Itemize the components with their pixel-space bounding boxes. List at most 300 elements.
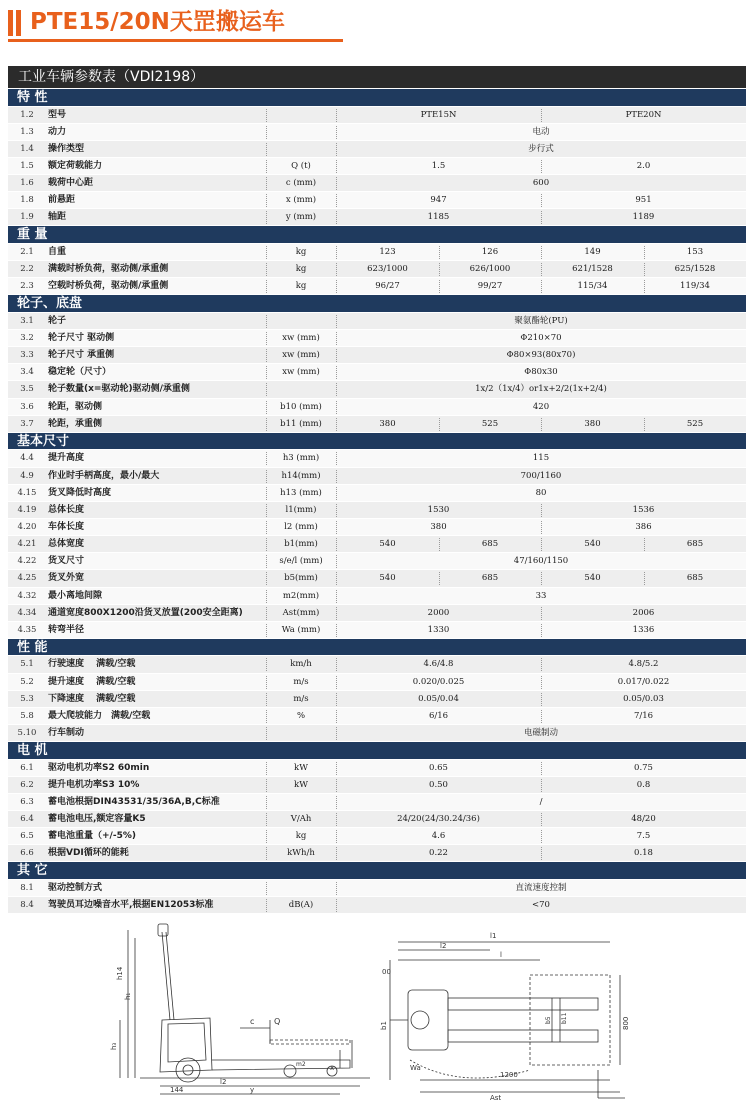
dim-top-1200: 1200 [500,1071,518,1079]
dim-m2: m2 [296,1061,306,1068]
table-row [8,381,746,398]
row-value: 149 [584,246,601,257]
cell-divider [439,246,440,259]
row-label: 载荷中心距 [48,178,94,189]
row-value: 380 [584,418,601,429]
row-label: 最大爬坡能力 满载/空载 [48,710,151,721]
row-value: 0.017/0.022 [617,676,670,687]
row-unit: kW [294,762,308,773]
table-row [8,656,746,673]
row-unit: Ast(mm) [282,607,320,618]
row-label: 货叉降低时高度 [48,487,112,498]
section-header: 特 性 [8,89,746,107]
table-row [8,416,746,433]
cell-divider [541,572,542,585]
cell-divider [266,487,267,500]
row-value: 685 [481,573,499,584]
row-value: 1536 [632,504,655,515]
row-value: 1.5 [431,160,446,171]
table-row [8,811,746,828]
table-row [8,794,746,811]
cell-divider [266,211,267,224]
row-value: 4.8/5.2 [628,659,659,670]
row-value: 1189 [632,212,655,223]
cell-divider [541,263,542,276]
dim-l2: l2 [220,1078,227,1086]
table-row [8,175,746,192]
table-row [8,141,746,158]
cell-divider [541,246,542,259]
section-header: 其 它 [8,862,746,880]
row-number: 3.4 [20,367,34,378]
row-value: 0.020/0.025 [412,676,465,687]
row-unit [266,313,336,330]
top-view-drawing [380,920,750,1100]
dim-top-00: 00 [382,968,391,976]
cell-divider [266,177,267,190]
row-value: 153 [686,246,704,257]
dim-top-l2: l2 [440,942,447,950]
cell-divider [266,349,267,362]
row-number: 6.1 [20,762,34,773]
row-label: 轮距，驱动侧 [48,401,103,412]
row-label: 根据VDI循环的能耗 [48,848,129,859]
row-value: 386 [635,521,652,532]
row-number: 2.3 [20,281,34,292]
row-unit: xw (mm) [282,367,320,378]
row-number: 1.9 [20,212,34,223]
row-number: 3.6 [20,401,34,412]
row-unit: % [296,710,306,721]
row-unit [266,124,336,141]
row-label: 驱动控制方式 [48,882,103,893]
row-label: 下降速度 满载/空载 [48,693,136,704]
cell-divider [541,710,542,723]
row-label: 作业时手柄高度，最小/最大 [48,470,160,481]
row-unit: Wa (mm) [281,624,321,635]
row-label: 操作类型 [48,143,85,154]
row-number: 4.22 [17,556,37,567]
row-label: 蓄电池根据DIN43531/35/36A,B,C标准 [48,796,220,807]
section-header: 电 机 [8,742,746,760]
row-unit: m2(mm) [282,590,320,601]
cell-divider [541,109,542,122]
row-value: 947 [430,195,447,206]
row-value: <70 [532,900,550,911]
row-value: 626/1000 [469,264,511,275]
cell-divider [266,470,267,483]
cell-divider [266,194,267,207]
table-row [8,485,746,502]
cell-divider [644,538,645,551]
cell-divider [541,762,542,775]
row-unit: V/Ah [290,814,312,825]
row-unit: h13 (mm) [280,487,322,498]
row-value: Φ210×70 [520,333,562,344]
cell-divider [266,607,267,620]
cell-divider [266,727,267,740]
table-row [8,158,746,175]
cell-divider [541,830,542,843]
row-value: 540 [584,539,601,550]
brand-header [8,6,343,39]
cell-divider [266,366,267,379]
table-row [8,536,746,553]
table-row [8,313,746,330]
row-label: 总体宽度 [48,539,85,550]
cell-divider [266,847,267,860]
row-unit: h14(mm) [281,470,321,481]
cell-divider [541,504,542,517]
row-label: 货叉尺寸 [48,556,85,567]
row-number: 4.35 [17,624,37,635]
row-number: 5.8 [20,710,34,721]
cell-divider [266,830,267,843]
row-value: 7.5 [636,831,651,842]
row-number: 1.2 [20,109,34,120]
row-value: 119/34 [680,281,710,292]
row-unit: Q (t) [291,160,311,171]
row-value: 0.50 [429,779,448,790]
table-row [8,880,746,897]
row-unit: kW [294,779,308,790]
row-unit: xw (mm) [282,350,320,361]
dim-top-b1: b1 [380,1021,388,1030]
row-number: 2.1 [20,246,34,257]
table-row [8,708,746,725]
row-label: 空载时桥负荷，驱动侧/承重侧 [48,281,169,292]
row-label: 行驶速度 满载/空载 [48,659,136,670]
table-row [8,468,746,485]
row-value: 0.75 [634,762,653,773]
row-unit: km/h [290,659,312,670]
cell-divider [266,315,267,328]
row-unit: l1(mm) [285,504,317,515]
row-value: 4.6/4.8 [423,659,454,670]
row-label: 总体长度 [48,504,85,515]
row-label: 自重 [48,246,67,257]
row-number: 3.3 [20,350,34,361]
row-number: 6.6 [20,848,34,859]
cell-divider [266,521,267,534]
row-label: 轴距 [48,212,67,223]
section-header: 重 量 [8,226,746,244]
row-value: 951 [635,195,652,206]
cell-divider [541,280,542,293]
title-underline [8,39,343,42]
dim-top-ast: Ast [490,1094,502,1100]
row-number: 1.6 [20,178,34,189]
cell-divider [266,693,267,706]
row-number: 1.8 [20,195,34,206]
row-value: 420 [532,401,550,412]
row-value: 1336 [632,624,655,635]
cell-divider [266,383,267,396]
row-unit: l2 (mm) [284,521,318,532]
row-number: 5.3 [20,693,34,704]
cell-divider [266,504,267,517]
cell-divider [541,538,542,551]
row-number: 4.21 [17,539,37,550]
row-label: 货叉外宽 [48,573,85,584]
cell-divider [266,332,267,345]
table-row [8,399,746,416]
row-unit: kg [295,264,307,275]
cell-divider [266,762,267,775]
row-label: 提升电机功率S3 10% [48,779,140,790]
table-row [8,347,746,364]
row-value: 96/27 [375,281,400,292]
cell-divider [266,882,267,895]
row-label: 额定荷载能力 [48,160,103,171]
cell-divider [541,624,542,637]
row-unit: kg [295,281,307,292]
cell-divider [644,263,645,276]
table-row [8,553,746,570]
table-row [8,192,746,209]
row-number: 4.25 [17,573,37,584]
row-value: 600 [532,178,550,189]
table-row [8,760,746,777]
row-unit: kWh/h [287,848,315,859]
row-number: 2.2 [20,264,34,275]
row-value: 6/16 [428,710,449,721]
row-label: 最小离地间隙 [48,590,103,601]
row-unit [266,381,336,398]
row-value: 540 [379,539,396,550]
cell-divider [266,263,267,276]
row-label: 提升速度 满载/空载 [48,676,136,687]
row-unit [266,725,336,742]
cell-divider [266,624,267,637]
table-row [8,124,746,141]
cell-divider [439,418,440,431]
row-value: 33 [535,590,547,601]
table-row [8,278,746,295]
row-value: 0.05/0.03 [623,693,664,704]
cell-divider [541,813,542,826]
cell-divider [439,538,440,551]
cell-divider [439,263,440,276]
cell-divider [266,452,267,465]
row-value: 685 [481,539,499,550]
row-number: 4.34 [17,607,37,618]
dim-q: Q [274,1017,281,1026]
dim-c: c [250,1017,255,1026]
row-unit: b11 (mm) [280,418,322,429]
table-row [8,450,746,467]
dim-h14: h14 [116,966,124,980]
dim-top-l: l [500,951,502,959]
row-value: / [539,796,543,807]
table-row [8,330,746,347]
row-unit: m/s [293,693,309,704]
row-unit: x (mm) [285,195,317,206]
section-header: 基本尺寸 [8,433,746,451]
row-number: 6.3 [20,796,34,807]
cell-divider [541,658,542,671]
row-value: 700/1160 [520,470,562,481]
dim-144: 144 [170,1086,184,1094]
row-value: 电磁制动 [523,728,558,738]
row-label: 驱动电机功率S2 60min [48,762,150,773]
row-value: 380 [379,418,396,429]
row-number: 3.5 [20,384,34,395]
row-unit: m/s [293,676,309,687]
cell-divider [644,246,645,259]
table-row [8,244,746,261]
row-value: 540 [584,573,601,584]
table-row [8,605,746,622]
cell-divider [541,160,542,173]
row-value: 685 [686,573,704,584]
row-unit: xw (mm) [282,333,320,344]
cell-divider [266,538,267,551]
row-number: 4.15 [17,487,37,498]
cell-divider [266,126,267,139]
dim-h13: h₃ [110,1042,118,1050]
table-row [8,502,746,519]
table-row [8,107,746,124]
table-title: 工业车辆参数表（VDI2198） [8,66,746,88]
row-number: 1.3 [20,126,34,137]
row-unit: y (mm) [285,212,317,223]
row-value: 47/160/1150 [513,556,569,567]
row-value: 525 [686,418,704,429]
row-label: 稳定轮（尺寸） [48,367,112,378]
row-value: 1185 [427,212,450,223]
row-number: 1.5 [20,160,34,171]
row-unit: s/e/l (mm) [279,556,323,567]
cell-divider [266,676,267,689]
table-row [8,777,746,794]
row-label: 蓄电池电压,额定容量K5 [48,814,146,825]
cell-divider [541,847,542,860]
cell-divider [541,521,542,534]
row-value: 0.22 [429,848,448,859]
row-value: 1530 [427,504,450,515]
row-number: 1.4 [20,143,34,154]
page-title: PTE15/20N天罡搬运车 [30,9,285,35]
row-value: 115 [532,453,550,464]
table-row [8,828,746,845]
table-row [8,261,746,278]
dim-x: x [330,1064,335,1072]
brand-accent-bar [8,10,13,36]
table-row [8,897,746,914]
row-value: 电动 [532,126,550,137]
row-unit [266,141,336,158]
row-value: 99/27 [477,281,503,292]
cell-divider [439,280,440,293]
row-number: 3.2 [20,333,34,344]
cell-divider [541,779,542,792]
row-unit: b1(mm) [284,539,318,550]
row-value: PTE20N [625,109,662,120]
table-row [8,570,746,587]
row-label: 轮距，承重侧 [48,418,103,429]
row-value: 7/16 [633,710,654,721]
row-label: 动力 [48,126,67,137]
row-value: 80 [535,487,547,498]
cell-divider [266,710,267,723]
row-value: 625/1528 [674,264,716,275]
row-value: 123 [379,246,396,257]
table-row [8,364,746,381]
cell-divider [644,280,645,293]
cell-divider [266,109,267,122]
row-value: 1330 [427,624,450,635]
row-value: 623/1000 [367,264,408,275]
row-value: 621/1528 [572,264,613,275]
row-label: 驾驶员耳边噪音水平,根据EN12053标准 [48,900,214,911]
row-number: 3.1 [20,315,34,326]
row-value: 0.05/0.04 [418,693,459,704]
row-value: Φ80x30 [524,367,558,378]
cell-divider [541,693,542,706]
row-label: 提升高度 [48,453,85,464]
row-label: 前悬距 [48,195,76,206]
row-value: PTE15N [420,109,457,120]
cell-divider [266,813,267,826]
cell-divider [266,401,267,414]
row-unit: dB(A) [288,900,314,911]
dim-h1: h₁ [124,992,132,1000]
cell-divider [266,246,267,259]
cell-divider [266,796,267,809]
row-unit: h3 (mm) [282,453,320,464]
row-value: 聚氨酯轮(PU) [514,315,568,326]
table-row [8,674,746,691]
cell-divider [266,280,267,293]
row-value: 直流速度控制 [515,882,567,893]
row-number: 6.4 [20,814,34,825]
section-header: 轮子、底盘 [8,295,746,313]
cell-divider [266,160,267,173]
row-unit [266,880,336,897]
technical-drawings [0,920,750,1100]
row-label: 通道宽度800X1200沿货叉放置(200安全距离) [48,607,243,618]
row-value: 24/20(24/30.24/36) [397,814,480,825]
cell-divider [541,676,542,689]
table-row [8,691,746,708]
cell-divider [266,779,267,792]
row-value: 2006 [632,607,655,618]
row-value: 685 [686,539,704,550]
row-unit: c (mm) [285,178,317,189]
row-value: 126 [481,246,499,257]
row-number: 4.9 [20,470,34,481]
row-value: 0.65 [429,762,448,773]
spec-table [8,89,746,914]
cell-divider [541,607,542,620]
row-label: 车体长度 [48,521,85,532]
row-value: 380 [430,521,447,532]
row-label: 轮子尺寸 承重侧 [48,350,115,361]
cell-divider [541,418,542,431]
table-row [8,622,746,639]
table-row [8,519,746,536]
cell-divider [266,555,267,568]
row-label: 型号 [48,109,67,120]
row-value: 0.8 [636,779,651,790]
brand-accent-bar [16,10,21,36]
cell-divider [439,572,440,585]
dim-top-800: 800 [622,1016,630,1030]
row-number: 5.1 [20,659,34,670]
row-label: 轮子 [48,315,67,326]
row-number: 8.1 [20,882,34,893]
